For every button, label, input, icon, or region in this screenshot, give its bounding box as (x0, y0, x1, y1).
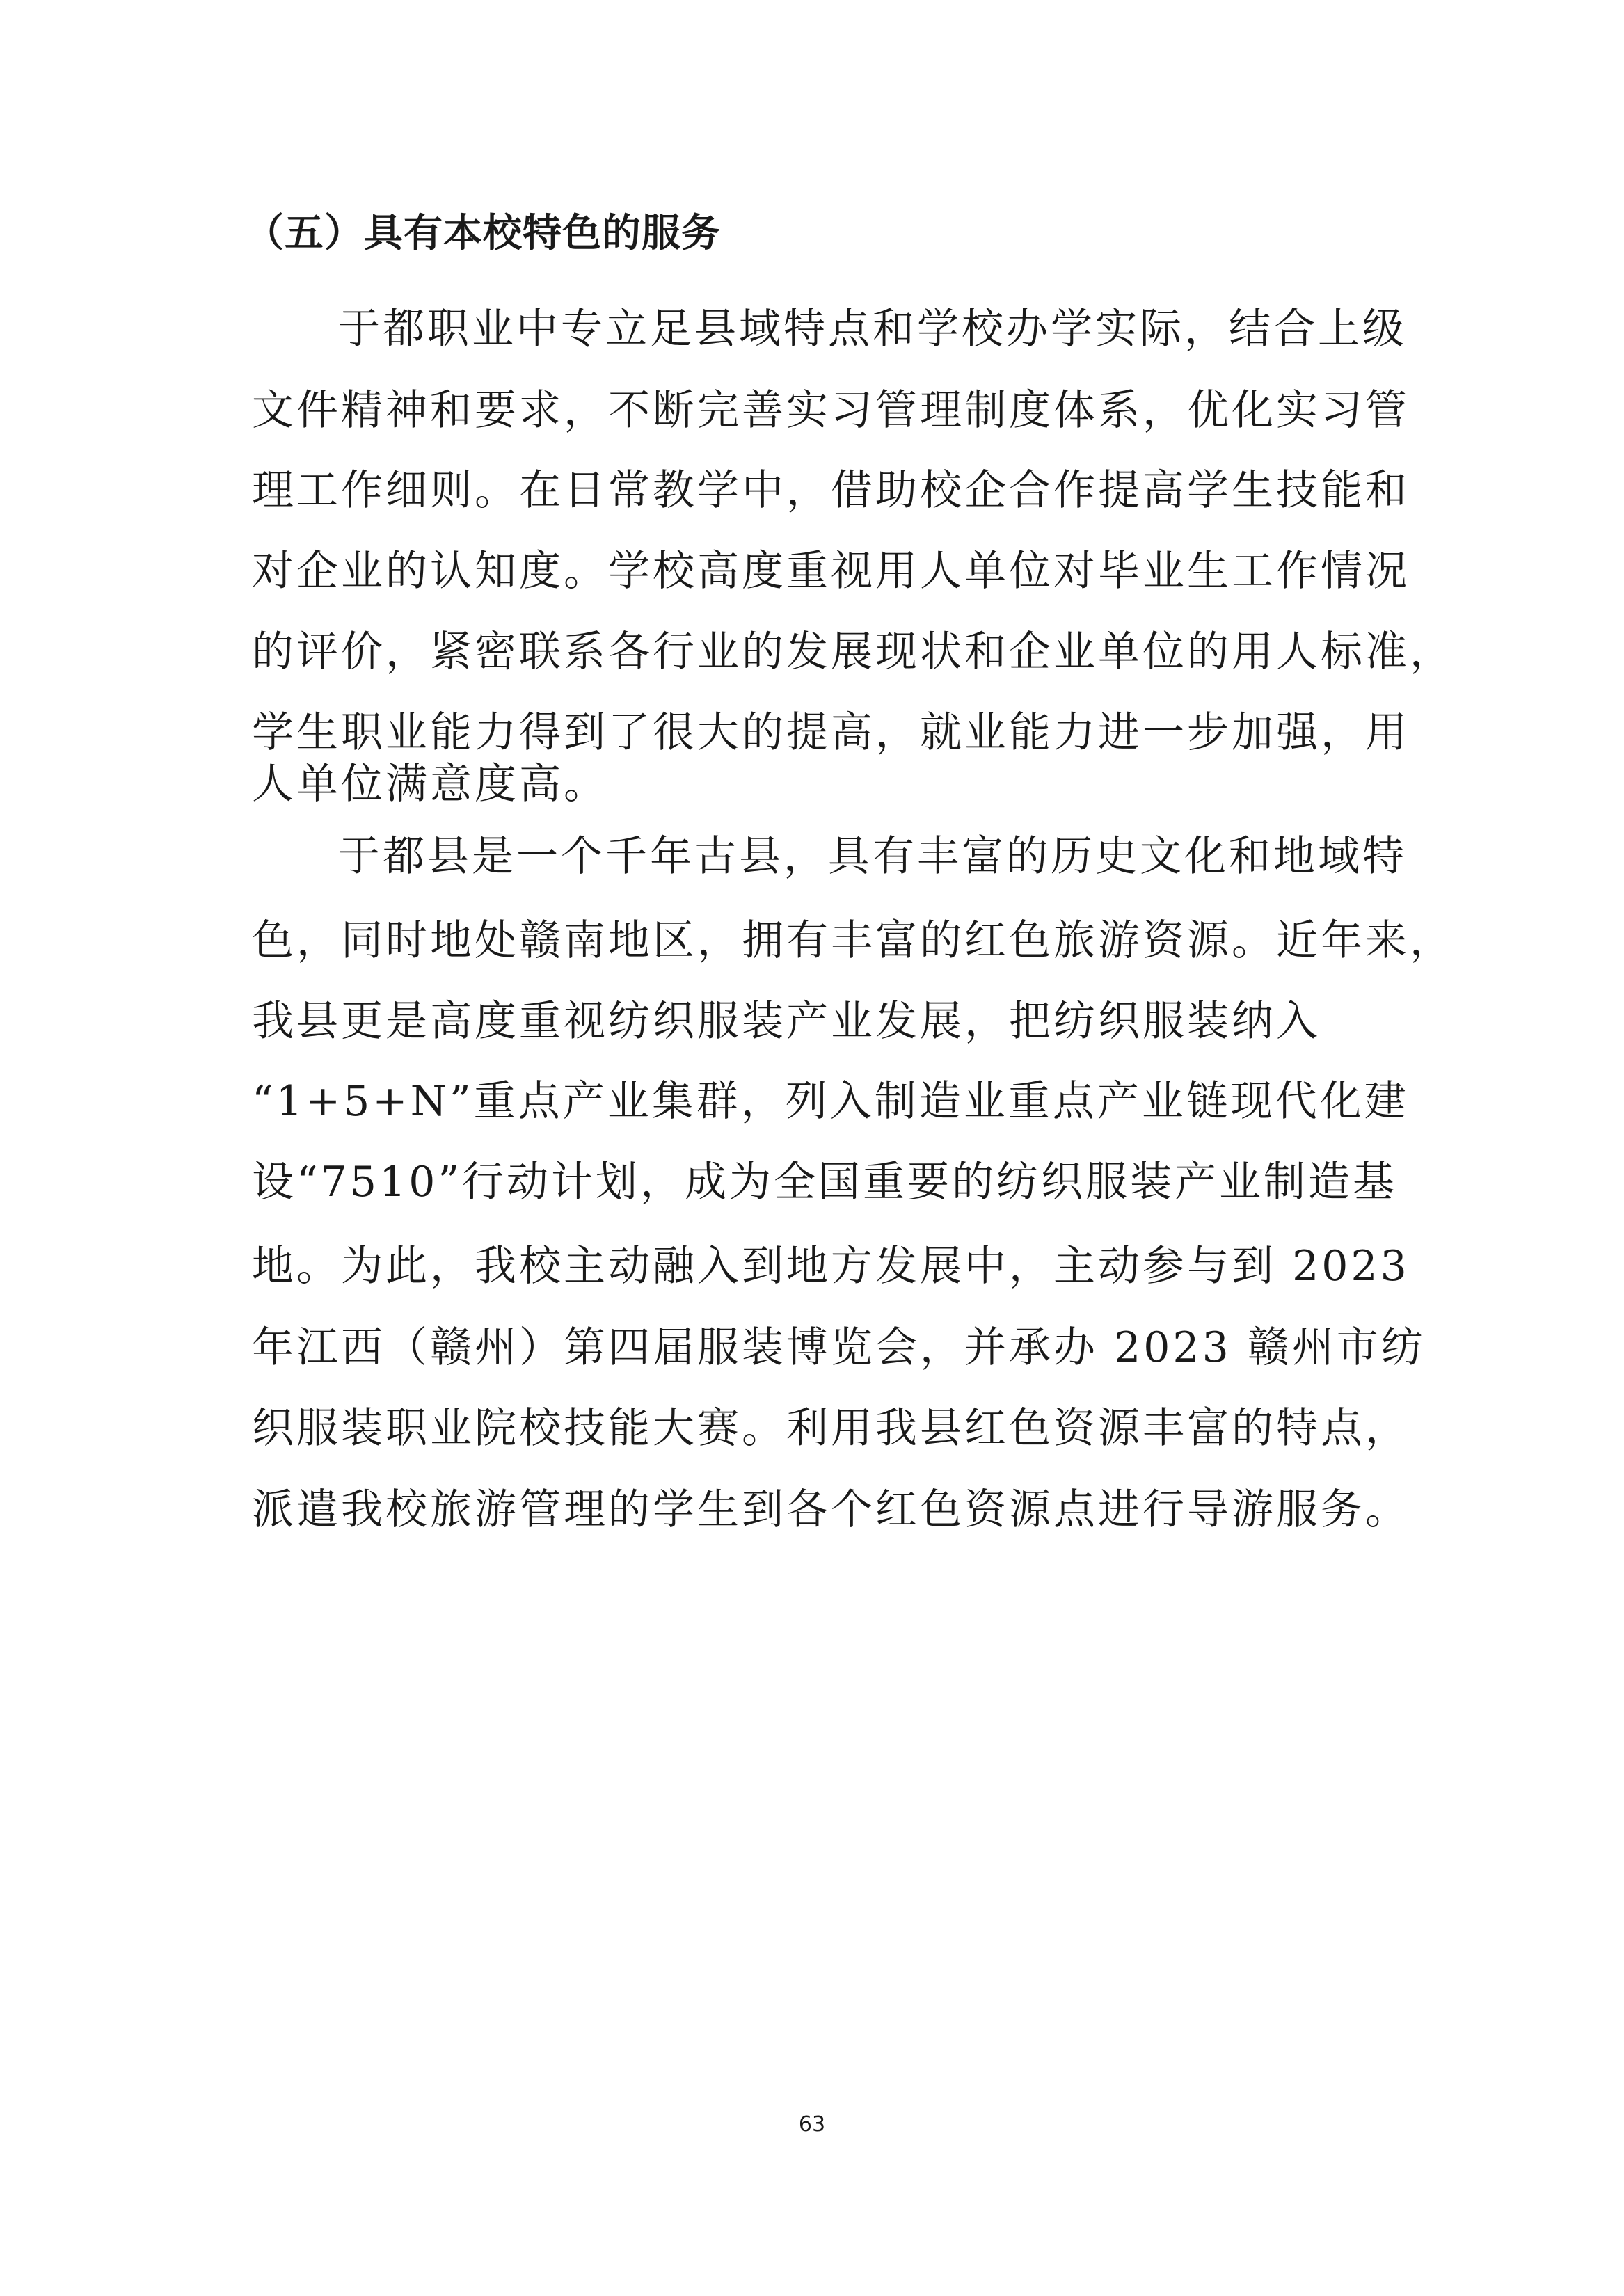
paragraph-line: 织服装职业院校技能大赛。利用我县红色资源丰富的特点， (252, 1404, 1410, 1453)
paragraph-line: “1+5+N”重点产业集群，列入制造业重点产业链现代化建 (252, 1077, 1409, 1126)
paragraph-line: 色，同时地处赣南地区，拥有丰富的红色旅游资源。近年来， (252, 916, 1454, 965)
page-number: 63 (798, 2112, 826, 2137)
paragraph-line: 学生职业能力得到了很大的提高，就业能力进一步加强，用 (252, 708, 1410, 757)
paragraph-line: 设“7510”行动计划，成为全国重要的纺织服装产业制造基 (252, 1158, 1398, 1206)
paragraph-line: 派遣我校旅游管理的学生到各个红色资源点进行导游服务。 (252, 1485, 1410, 1534)
paragraph-line: 的评价，紧密联系各行业的发展现状和企业单位的用人标准， (252, 628, 1454, 676)
paragraph-line: 对企业的认知度。学校高度重视用人单位对毕业生工作情况 (252, 547, 1410, 596)
paragraph-line: 于都县是一个千年古县，具有丰富的历史文化和地域特 (338, 832, 1407, 881)
paragraph-line: 人单位满意度高。 (252, 760, 608, 808)
section-heading: （五）具有本校特色的服务 (245, 211, 721, 256)
paragraph-line: 于都职业中专立足县域特点和学校办学实际，结合上级 (338, 305, 1407, 353)
paragraph-line: 地。为此，我校主动融入到地方发展中，主动参与到 2023 (252, 1242, 1410, 1291)
paragraph-line: 我县更是高度重视纺织服装产业发展，把纺织服装纳入 (252, 997, 1321, 1046)
paragraph-line: 理工作细则。在日常教学中，借助校企合作提高学生技能和 (252, 466, 1410, 515)
paragraph-line: 年江西（赣州）第四届服装博览会，并承办 2023 赣州市纺 (252, 1323, 1426, 1372)
paragraph-line: 文件精神和要求，不断完善实习管理制度体系，优化实习管 (252, 386, 1410, 435)
